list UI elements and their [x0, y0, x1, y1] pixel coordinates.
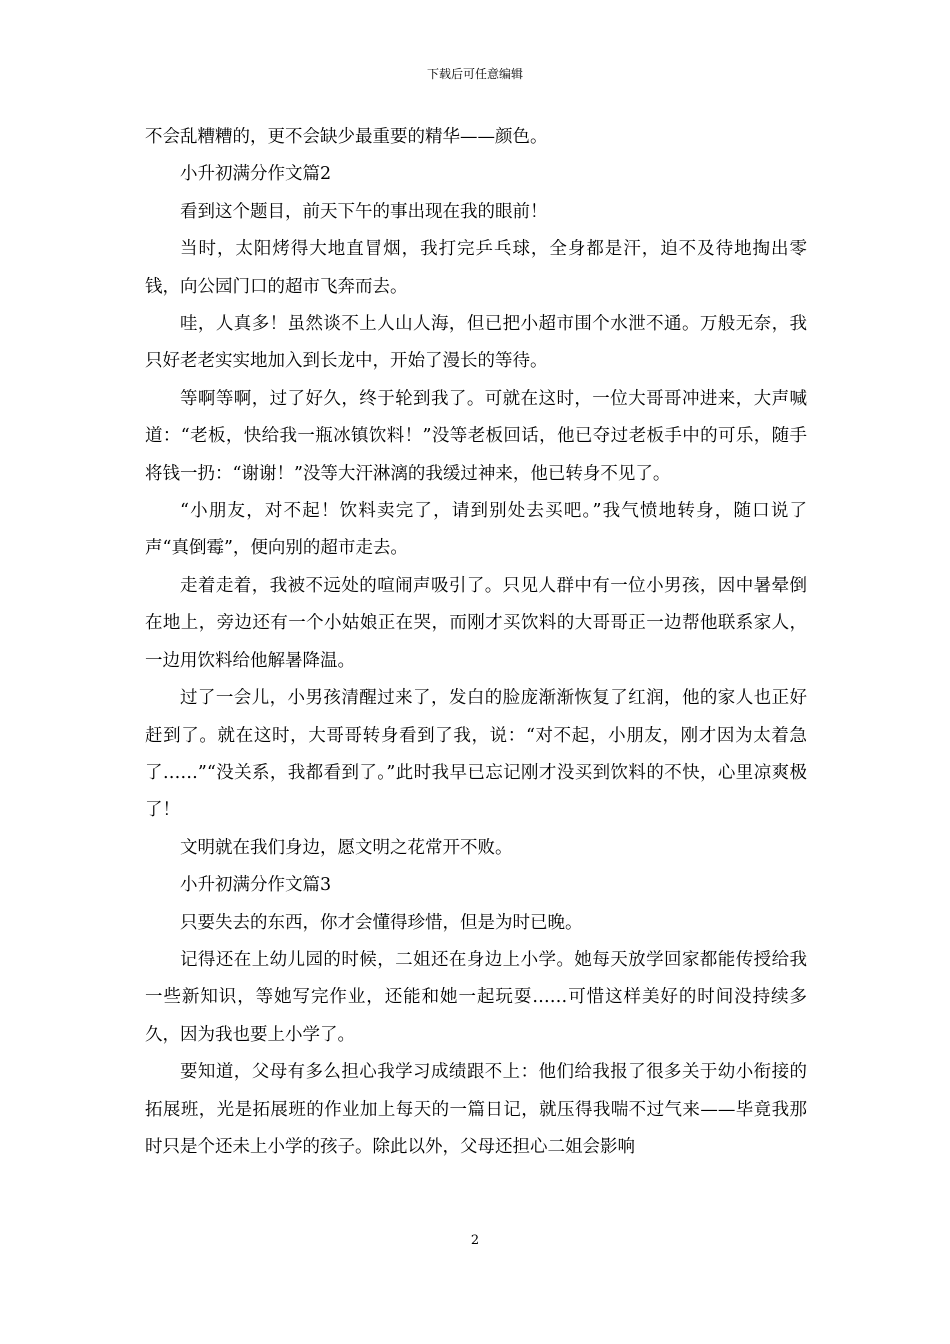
- document-body: [145, 119, 807, 1166]
- paragraph: 记得还在上幼儿园的时候，二姐还在身边上小学。她每天放学回家都能传授给我一些新知识，等她写完作业，还能和她一起玩耍……可惜这样美好的时间没持续多久，因为我也要上小学了。: [145, 949, 807, 1045]
- paragraph: 只要失去的东西，你才会懂得珍惜，但是为时已晚。: [180, 912, 583, 933]
- paragraph: 要知道，父母有多么担心我学习成绩跟不上：他们给我报了很多关于幼小衔接的拓展班，光是拓展班的作业加上每天的一篇日记，就压得我喘不过气来——毕竟我那时只是个还未上小学的孩子。除此以外，父母还担心二姐会影响: [145, 1062, 807, 1157]
- page-header: 下载后可任意编辑: [426, 67, 523, 81]
- essay-heading-2: 小升初满分作文篇2: [180, 164, 332, 185]
- paragraph: 走着走着，我被不远处的喧闹声吸引了。只见人群中有一位小男孩，因中暑晕倒在地上，旁边还有一个小姑娘正在哭，而刚才买饮料的大哥哥正一边帮他联系家人，一边用饮料给他解暑降温。: [145, 575, 807, 671]
- paragraph: “小朋友，对不起！饮料卖完了，请到别处去买吧。”我气愤地转身，随口说了声“真倒霉”，便向别的超市走去。: [145, 501, 807, 559]
- paragraph: 看到这个题目，前天下午的事出现在我的眼前！: [180, 201, 548, 222]
- essay-heading-3: 小升初满分作文篇3: [180, 875, 332, 896]
- paragraph: 当时，太阳烤得大地直冒烟，我打完乒乓球，全身都是汗，迫不及待地掏出零钱，向公园门口的超市飞奔而去。: [145, 239, 807, 297]
- paragraph: 哇，人真多！虽然谈不上人山人海，但已把小超市围个水泄不通。万般无奈，我只好老老实实地加入到长龙中，开始了漫长的等待。: [145, 314, 807, 372]
- page-number: 2: [470, 1233, 480, 1248]
- paragraph: 文明就在我们身边，愿文明之花常开不败。: [180, 837, 513, 858]
- paragraph-continuation: 不会乱糟糟的，更不会缺少最重要的精华——颜色。: [145, 127, 548, 147]
- paragraph: 等啊等啊，过了好久，终于轮到我了。可就在这时，一位大哥哥冲进来，大声喊道：“老板，快给我一瓶冰镇饮料！”没等老板回话，他已夺过老板手中的可乐，随手将钱一扔：“谢谢！”没等大汗淋漓的我缓过神来，他已转身不见了。: [145, 388, 807, 484]
- paragraph: 过了一会儿，小男孩清醒过来了，发白的脸庞渐渐恢复了红润，他的家人也正好赶到了。就在这时，大哥哥转身看到了我，说：“对不起，小朋友，刚才因为太着急了……”“没关系，我都看到了。”此时我早已忘记刚才没买到饮料的不快，心里凉爽极了！: [145, 688, 807, 821]
